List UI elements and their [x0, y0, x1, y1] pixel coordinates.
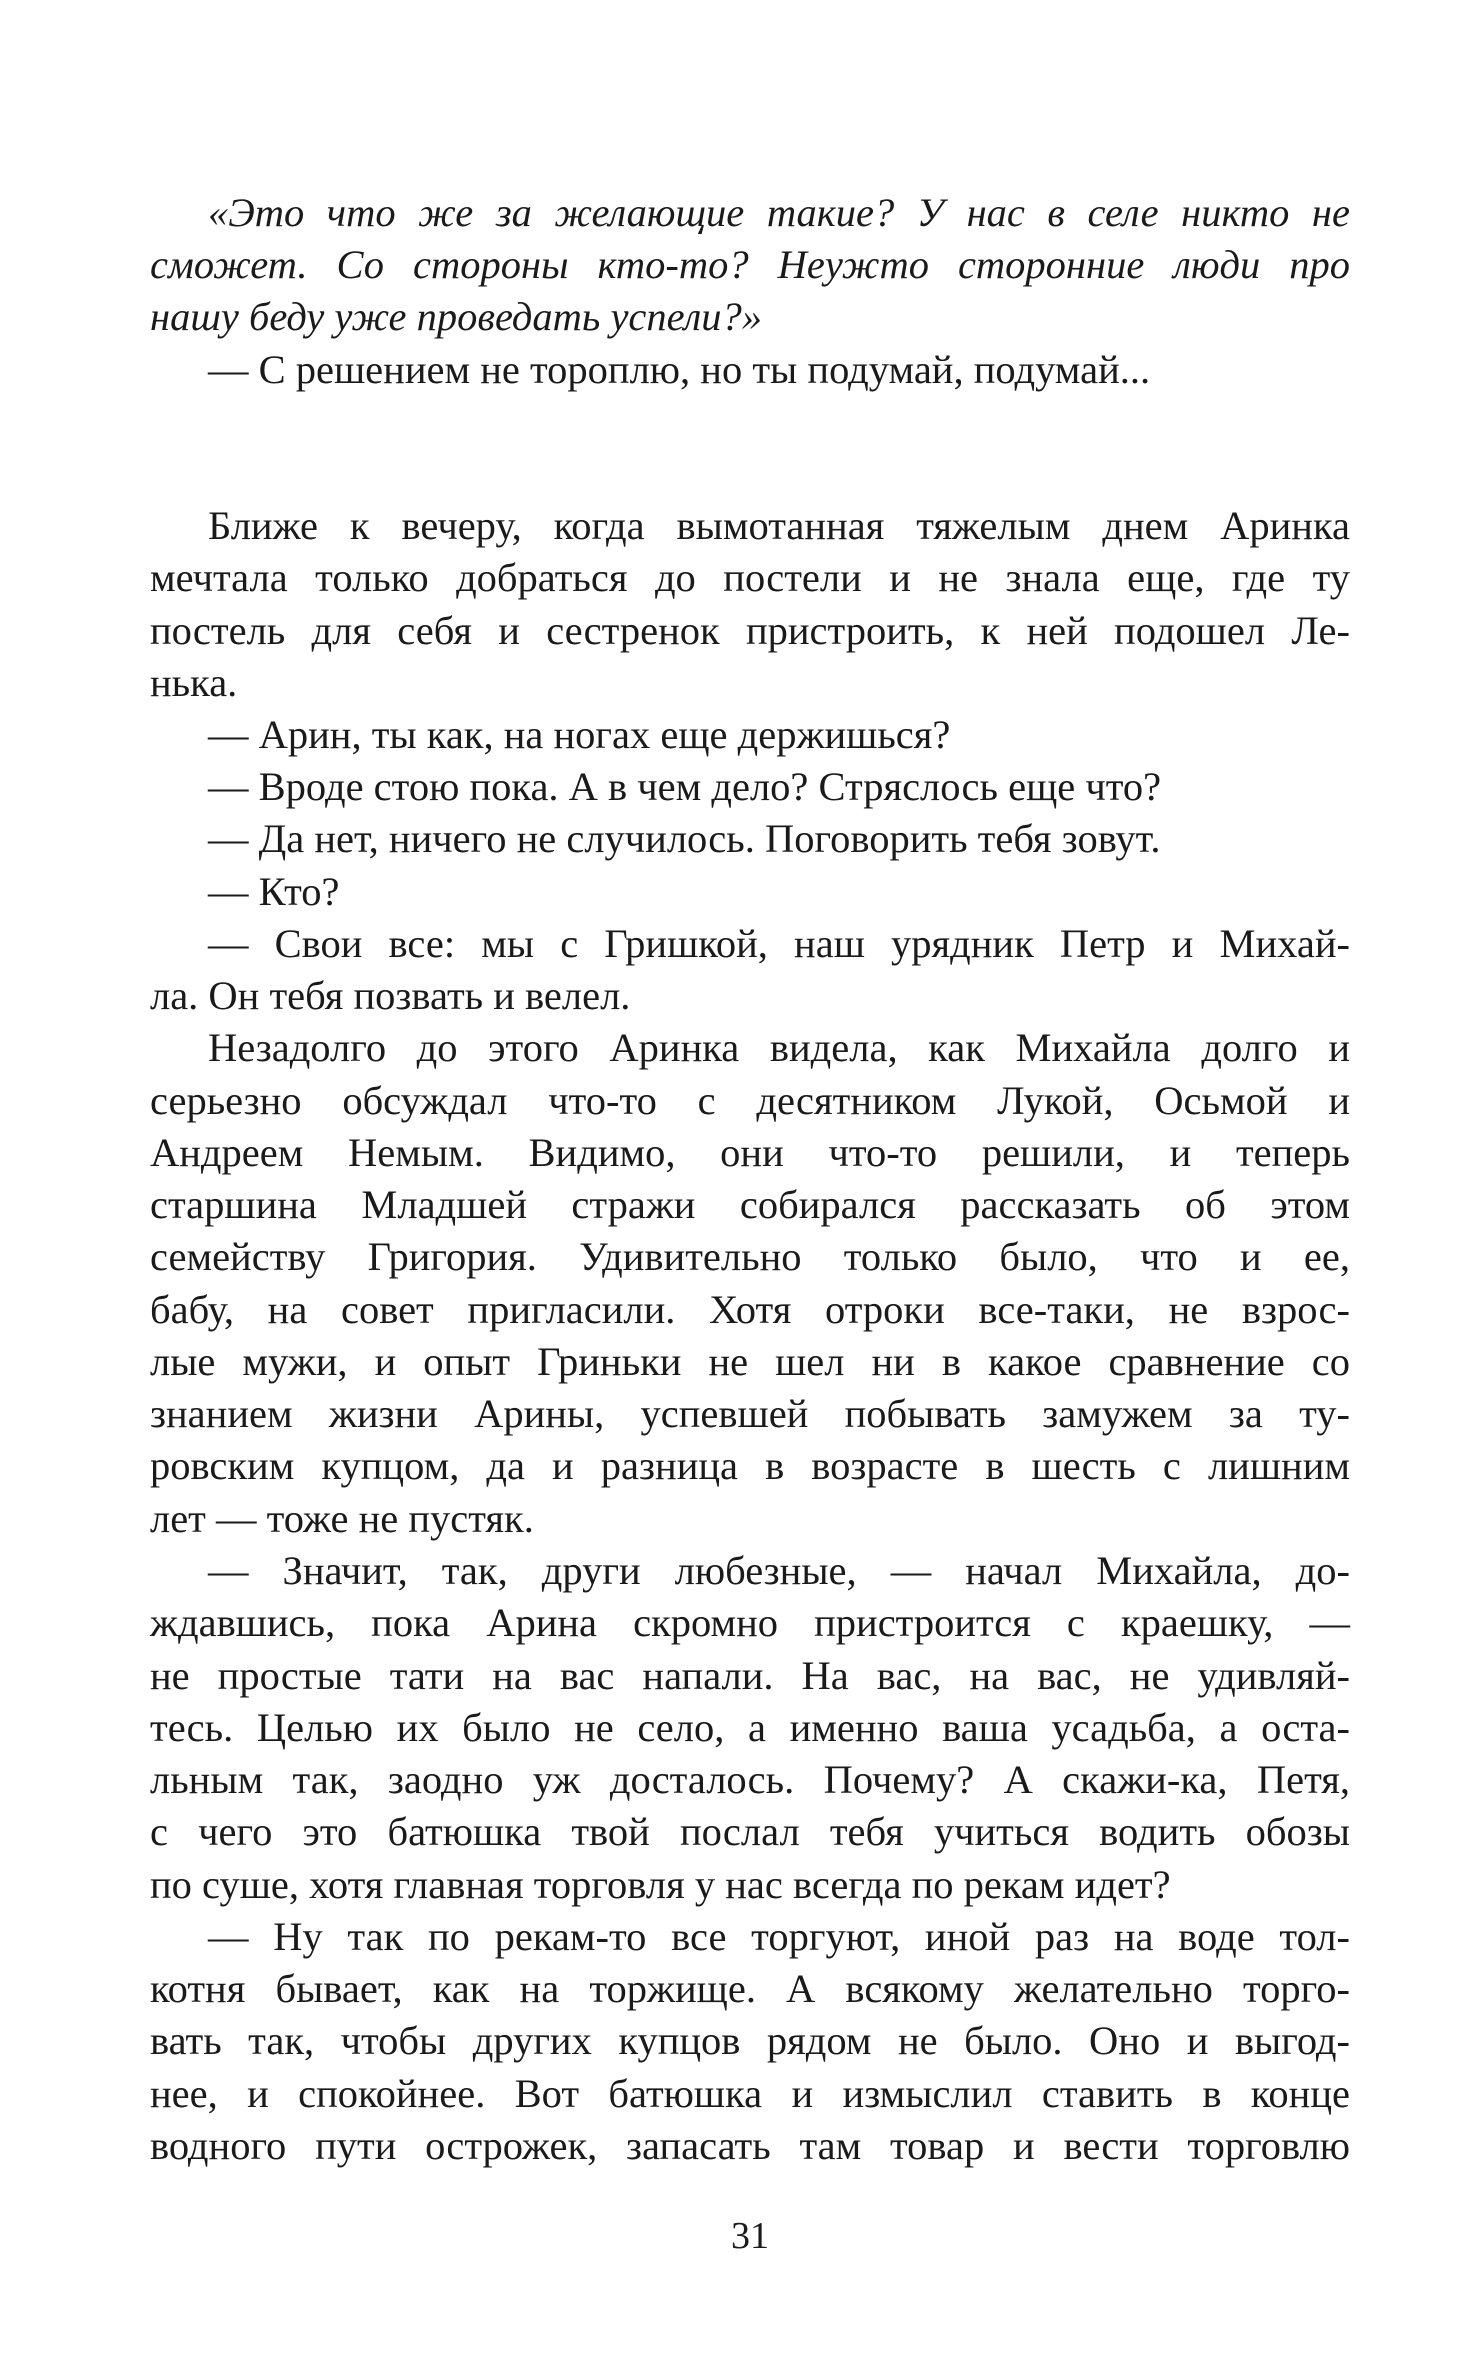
text-line: нее, и спокойнее. Вот батюшка и измыслил ставить в конце [150, 2071, 1350, 2116]
text-line: Ближе к вечеру, когда вымотанная тяжелым днем Аринка [208, 503, 1350, 548]
text-line: с чего это батюшка твой послал тебя учиться водить обозы [150, 1809, 1350, 1854]
text-line: семейству Григория. Удивительно только было, что и ее, [150, 1234, 1350, 1279]
text-line: — С решением не тороплю, но ты подумай, подумай... [208, 347, 1151, 392]
text-line: — Свои все: мы с Гришкой, наш урядник Петр и Михай- [208, 921, 1350, 966]
text-line: ровским купцом, да и разница в возрасте в шесть с лишним [150, 1443, 1350, 1488]
text-line: нашу беду уже проведать успели?» [150, 294, 763, 339]
text-line: Незадолго до этого Аринка видела, как Михайла долго и [208, 1025, 1350, 1070]
text-line: по суше, хотя главная торговля у нас всегда по рекам идет? [150, 1862, 1171, 1907]
text-line: постель для себя и сестренок пристроить, к ней подошел Ле- [150, 608, 1350, 653]
text-line: котня бывает, как на торжище. А всякому желательно торго- [150, 1966, 1350, 2011]
text-line: мечтала только добраться до постели и не знала еще, где ту [150, 555, 1350, 600]
text-line: знанием жизни Арины, успевшей побывать замужем за ту- [150, 1391, 1350, 1436]
text-line: — Арин, ты как, на ногах еще держишься? [208, 712, 951, 757]
text-line: старшина Младшей стражи собирался рассказать об этом [150, 1182, 1350, 1227]
text-line: ла. Он тебя позвать и велел. [150, 973, 631, 1018]
page-number: 31 [731, 2215, 769, 2257]
text-line: сможет. Со стороны кто-то? Неужто сторонние люди про [150, 242, 1350, 287]
text-line: Андреем Немым. Видимо, они что-то решили, и теперь [150, 1130, 1350, 1175]
text-line: серьезно обсуждал что-то с десятником Лукой, Осьмой и [150, 1078, 1350, 1123]
text-line: лые мужи, и опыт Гриньки не шел ни в какое сравнение со [150, 1339, 1350, 1384]
text-line: не простые тати на вас напали. На вас, на вас, не удивляй- [150, 1653, 1350, 1698]
text-line: ждавшись, пока Арина скромно пристроится с краешку, — [150, 1600, 1350, 1645]
text-line: лет — тоже не пустяк. [150, 1496, 534, 1541]
text-line: — Кто? [208, 869, 340, 914]
text-line: «Это что же за желающие такие? У нас в селе никто не [208, 190, 1350, 235]
book-page [150, 0, 1350, 2363]
text-line: водного пути острожек, запасать там товар и вести торговлю [150, 2123, 1350, 2168]
text-line: — Ну так по рекам-то все торгуют, иной раз на воде тол- [208, 1914, 1350, 1959]
text-line: — Вроде стою пока. А в чем дело? Стряслось еще что? [208, 764, 1162, 809]
text-line: вать так, чтобы других купцов рядом не было. Оно и выгод- [150, 2018, 1350, 2063]
text-line: нька. [150, 660, 238, 705]
text-line: — Значит, так, други любезные, — начал Михайла, до- [208, 1548, 1350, 1593]
text-line: бабу, на совет пригласили. Хотя отроки все-таки, не взрос- [150, 1287, 1350, 1332]
text-line: льным так, заодно уж досталось. Почему? А скажи-ка, Петя, [150, 1757, 1350, 1802]
text-line: — Да нет, ничего не случилось. Поговорить тебя зовут. [208, 816, 1161, 861]
text-line: тесь. Целью их было не село, а именно ваша усадьба, а оста- [150, 1705, 1350, 1750]
